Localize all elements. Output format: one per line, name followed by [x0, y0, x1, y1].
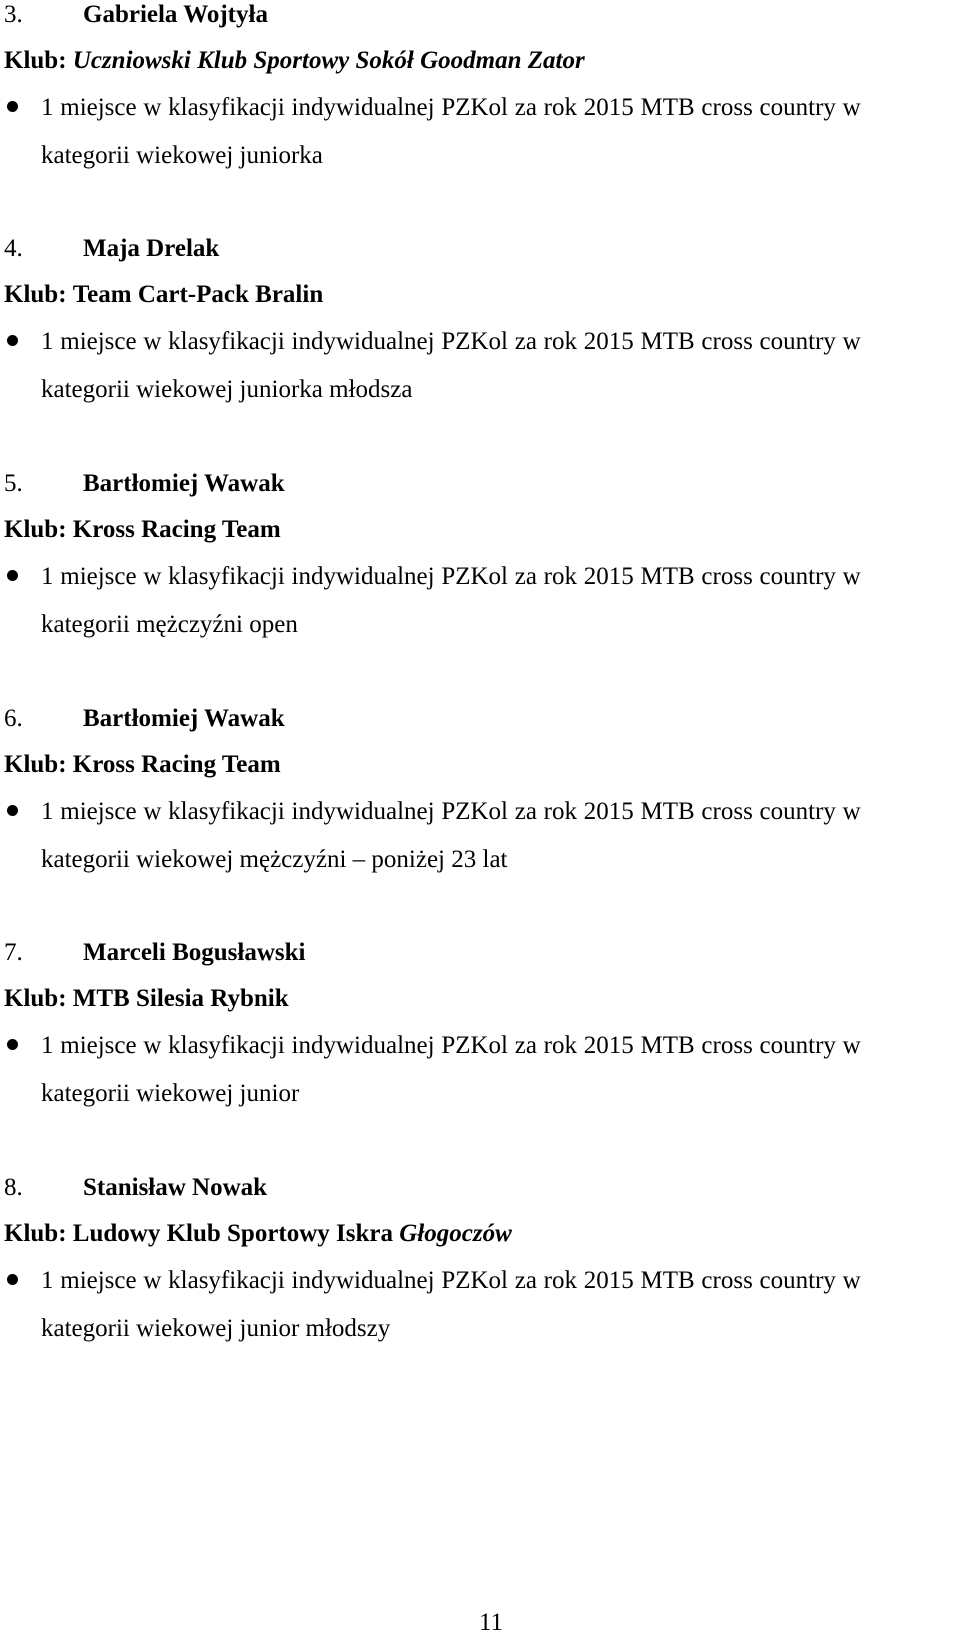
- club-line: [4, 48, 585, 73]
- entry-heading: [4, 236, 219, 261]
- bullet-icon: [7, 101, 18, 112]
- athlete-name: Maja Drelak: [83, 235, 220, 262]
- entry-number: 6.: [4, 705, 23, 732]
- entry-number: 3.: [4, 1, 23, 28]
- bullet-icon: [7, 805, 18, 816]
- achievement-line: 1 miejsce w klasyfikacji indywidualnej PZKol za rok 2015 MTB cross country w: [41, 328, 861, 355]
- entry-number: 5.: [4, 470, 23, 497]
- athlete-name: Marceli Bogusławski: [83, 939, 306, 966]
- achievement-category: kategorii wiekowej juniorka młodsza: [41, 376, 413, 403]
- athlete-name: Gabriela Wojtyła: [83, 1, 268, 28]
- club-name: Uczniowski Klub Sportowy Sokół Goodman Zator: [72, 47, 585, 74]
- entry-number: 8.: [4, 1174, 23, 1201]
- club-line: [4, 1221, 512, 1246]
- club-label: Klub:: [4, 1220, 67, 1247]
- page-number: 11: [478, 1609, 504, 1636]
- entry-heading: [4, 2, 268, 27]
- achievement-category: kategorii wiekowej junior młodszy: [41, 1315, 391, 1342]
- achievement-line: 1 miejsce w klasyfikacji indywidualnej PZKol za rok 2015 MTB cross country w: [41, 1267, 861, 1294]
- achievement-category: kategorii wiekowej juniorka: [41, 142, 323, 169]
- achievement-line: 1 miejsce w klasyfikacji indywidualnej PZKol za rok 2015 MTB cross country w: [41, 563, 861, 590]
- entry-heading: [4, 471, 285, 496]
- club-name: Team Cart-Pack Bralin: [72, 281, 324, 308]
- entry-heading: [4, 940, 305, 965]
- achievement-category: kategorii mężczyźni open: [41, 611, 298, 638]
- club-line: [4, 282, 323, 307]
- achievement-line: 1 miejsce w klasyfikacji indywidualnej PZKol za rok 2015 MTB cross country w: [41, 798, 861, 825]
- club-line: [4, 986, 289, 1011]
- club-label: Klub:: [4, 516, 67, 543]
- entry-heading: [4, 1175, 267, 1200]
- athlete-name: Stanisław Nowak: [83, 1174, 268, 1201]
- club-name: MTB Silesia Rybnik: [72, 985, 289, 1012]
- entry-number: 7.: [4, 939, 23, 966]
- achievement-line: 1 miejsce w klasyfikacji indywidualnej PZKol za rok 2015 MTB cross country w: [41, 1032, 861, 1059]
- club-name-locality: Głogoczów: [399, 1220, 512, 1247]
- club-name: Kross Racing Team: [72, 516, 281, 543]
- club-name: Kross Racing Team: [72, 751, 281, 778]
- bullet-icon: [7, 570, 18, 581]
- club-label: Klub:: [4, 47, 67, 74]
- achievement-line: 1 miejsce w klasyfikacji indywidualnej PZKol za rok 2015 MTB cross country w: [41, 94, 861, 121]
- athlete-name: Bartłomiej Wawak: [83, 705, 285, 732]
- achievement-category: kategorii wiekowej mężczyźni – poniżej 23 lat: [41, 846, 508, 873]
- achievement-category: kategorii wiekowej junior: [41, 1080, 300, 1107]
- bullet-icon: [7, 335, 18, 346]
- entry-number: 4.: [4, 235, 23, 262]
- club-label: Klub:: [4, 751, 67, 778]
- entry-heading: [4, 706, 285, 731]
- athlete-name: Bartłomiej Wawak: [83, 470, 285, 497]
- club-line: [4, 752, 281, 777]
- bullet-icon: [7, 1274, 18, 1285]
- club-line: [4, 517, 281, 542]
- club-label: Klub:: [4, 281, 67, 308]
- page-footer: [0, 1610, 960, 1635]
- club-label: Klub:: [4, 985, 67, 1012]
- club-name: Ludowy Klub Sportowy Iskra: [72, 1220, 394, 1247]
- bullet-icon: [7, 1039, 18, 1050]
